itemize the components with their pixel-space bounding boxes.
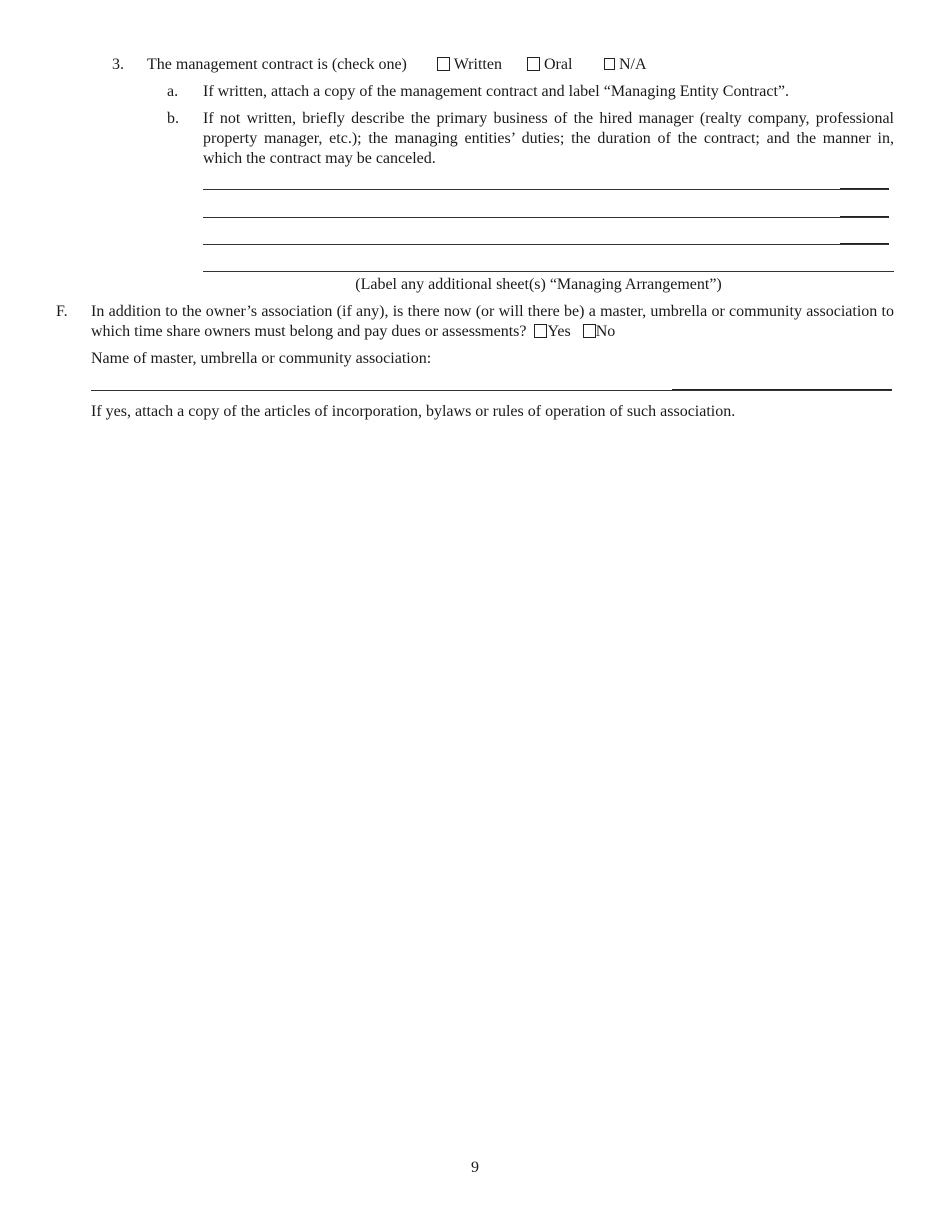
association-name-line-tail: [672, 389, 892, 390]
answer-line-1[interactable]: [203, 189, 889, 190]
page-number: 9: [471, 1159, 479, 1176]
contract-question: The management contract is (check one): [147, 56, 407, 73]
na-label: N/A: [619, 56, 647, 73]
option-yes[interactable]: [534, 323, 570, 340]
association-name-line[interactable]: [91, 390, 892, 391]
no-checkbox[interactable]: [583, 324, 596, 338]
sub-a-text: If written, attach a copy of the management contract and label “Managing Entity Contract”.: [203, 83, 789, 100]
item-3-question: [147, 55, 407, 75]
yes-checkbox[interactable]: [534, 324, 547, 338]
yes-label: Yes: [547, 323, 571, 340]
answer-line-3[interactable]: [203, 244, 889, 245]
association-name-label: Name of master, umbrella or community association:: [91, 350, 432, 367]
na-checkbox[interactable]: [604, 58, 615, 70]
attach-note: If yes, attach a copy of the articles of incorporation, bylaws or rules of operation of such association.: [91, 403, 736, 420]
answer-line-1-tail: [840, 188, 889, 189]
answer-line-2-tail: [840, 216, 889, 217]
label-note: (Label any additional sheet(s) “Managing Arrangement”): [355, 276, 722, 293]
answer-line-2[interactable]: [203, 217, 889, 218]
option-no[interactable]: [583, 323, 616, 340]
no-label: No: [595, 323, 616, 340]
oral-label: Oral: [544, 56, 573, 73]
item-3-number: 3.: [112, 56, 124, 73]
sub-a-letter: a.: [167, 83, 179, 100]
option-written[interactable]: [437, 55, 502, 75]
answer-line-4[interactable]: [203, 271, 894, 272]
section-f-question: [91, 302, 894, 342]
written-checkbox[interactable]: [437, 57, 450, 71]
written-label: Written: [453, 56, 502, 73]
option-oral[interactable]: [527, 55, 572, 75]
oral-checkbox[interactable]: [527, 57, 540, 71]
sub-b-text: If not written, briefly describe the primary business of the hired manager (realty company, professional property manager, etc.); the managing entities’ duties; the duration of the contract; and the manner in, which the contract may be canceled.: [203, 110, 894, 167]
association-question: In addition to the owner’s association (if any), is there now (or will there be) a master, umbrella or community association to which time share owners must belong and pay dues or assessments?: [91, 303, 894, 340]
sub-b-letter: b.: [167, 110, 179, 127]
section-f-letter: F.: [56, 303, 68, 320]
answer-line-3-tail: [840, 243, 889, 244]
option-na[interactable]: [604, 55, 647, 75]
